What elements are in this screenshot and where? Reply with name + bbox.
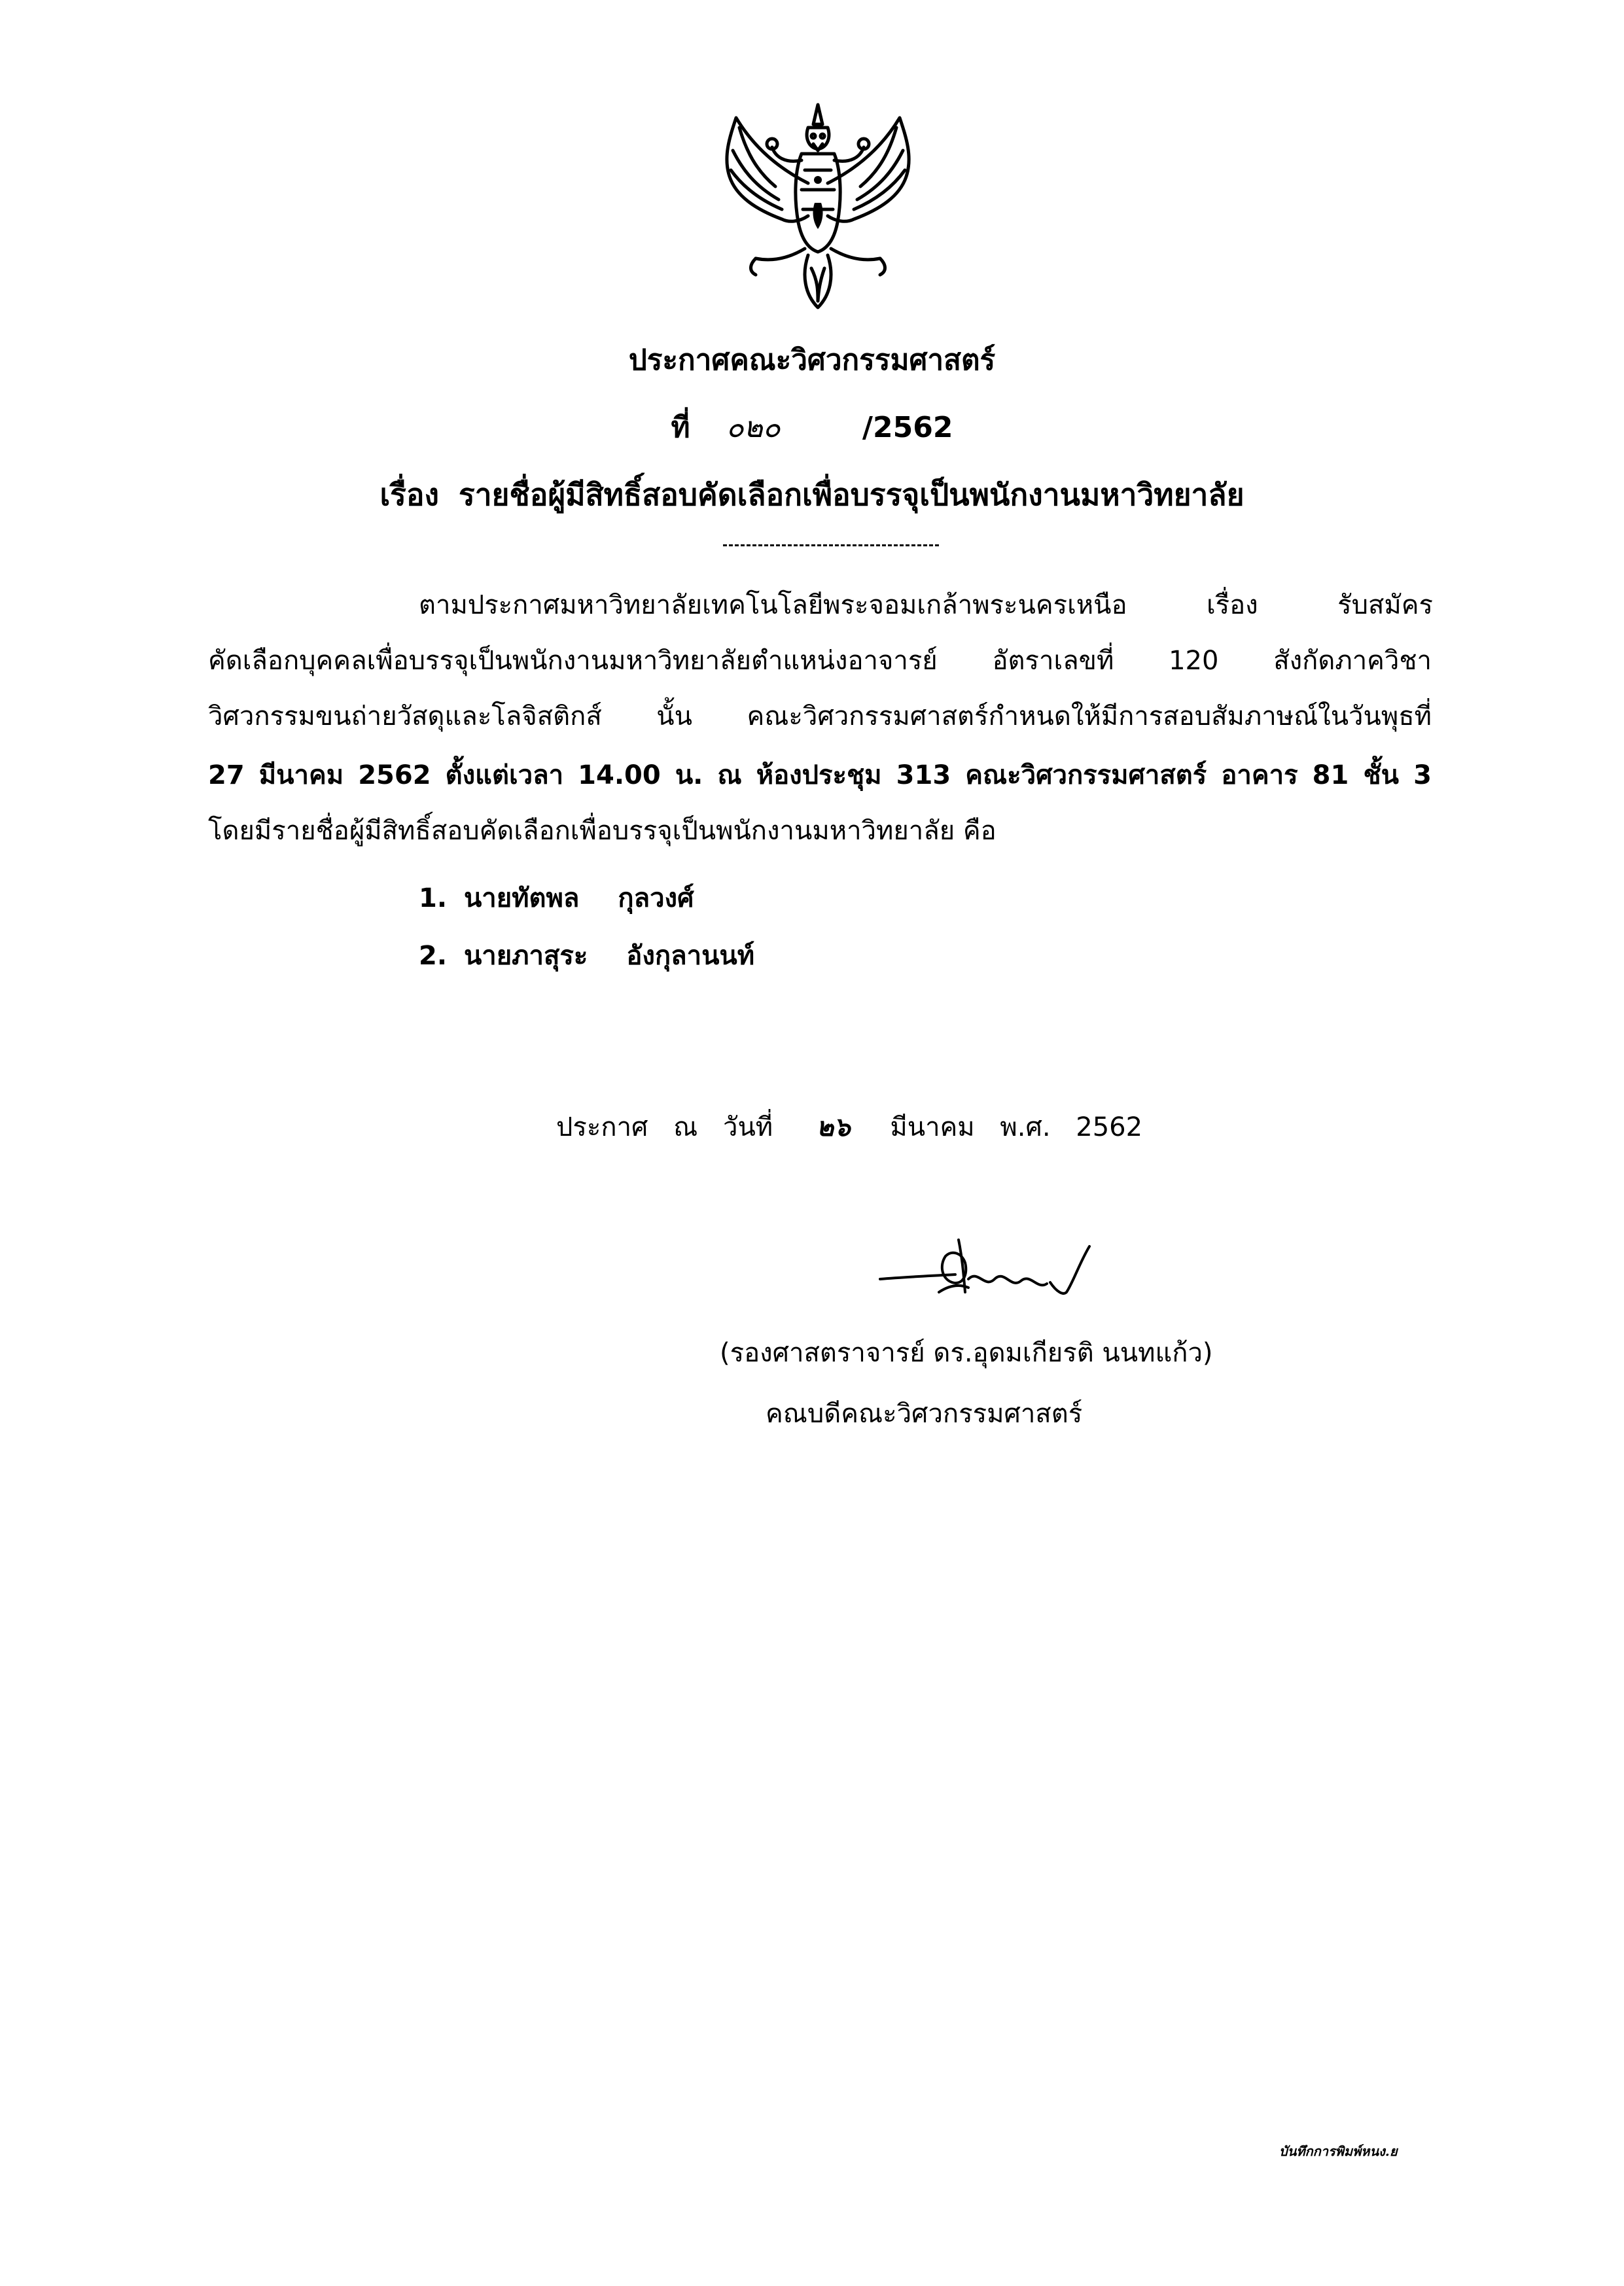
announce-month: มีนาคม xyxy=(890,1112,975,1142)
document-subject xyxy=(0,471,1624,519)
body-text: ห้องประชุม xyxy=(756,760,882,790)
body-text: 3 xyxy=(1413,760,1432,790)
subject-label: เรื่อง xyxy=(380,477,439,512)
number-year: /2562 xyxy=(862,411,953,444)
body-text: 120 xyxy=(1169,646,1219,676)
number-label: ที่ xyxy=(671,411,690,444)
body-text: 81 xyxy=(1312,760,1349,790)
document-number xyxy=(0,404,1624,450)
candidate-last-name: อังกุลานนท์ xyxy=(626,941,755,971)
announcement-date xyxy=(556,1106,1159,1148)
document-title: ประกาศคณะวิศวกรรมศาสตร์ xyxy=(628,343,996,377)
body-text: ตามประกาศมหาวิทยาลัยเทคโนโลยีพระจอมเกล้าพระนครเหนือ xyxy=(419,590,1127,620)
body-text: 2562 xyxy=(358,760,431,790)
body-line-3 xyxy=(208,703,1432,730)
announce-day-handwritten: ๒๖ xyxy=(816,1112,851,1142)
body-text: อัตราเลขที่ xyxy=(992,646,1114,676)
body-text: คณะวิศวกรรมศาสตร์ xyxy=(965,760,1207,790)
body-text: ตั้งแต่เวลา xyxy=(445,760,564,790)
candidate-first-name: นายภาสุระ xyxy=(463,941,588,971)
announce-day-label: วันที่ xyxy=(722,1112,773,1142)
signer-name: (รองศาสตราจารย์ ดร.อุดมเกียรติ นนทแก้ว) xyxy=(720,1338,1213,1368)
body-text: มีนาคม xyxy=(258,760,344,790)
body-line-5: โดยมีรายชื่อผู้มีสิทธิ์สอบคัดเลือกเพื่อบรรจุเป็นพนักงานมหาวิทยาลัย คือ xyxy=(208,816,997,846)
body-text: คัดเลือกบุคคลเพื่อบรรจุเป็นพนักงานมหาวิทยาลัยตำแหน่งอาจารย์ xyxy=(208,646,938,676)
body-text: รับสมัคร xyxy=(1337,590,1433,620)
garuda-emblem-icon xyxy=(710,98,926,321)
body-line-4 xyxy=(208,762,1432,788)
header-divider xyxy=(723,544,939,546)
signer-title: คณบดีคณะวิศวกรรมศาสตร์ xyxy=(766,1399,1083,1429)
body-text: น. xyxy=(675,760,703,790)
body-text: คณะวิศวกรรมศาสตร์กำหนดให้มีการสอบสัมภาษณ์ในวันพุธที่ xyxy=(747,701,1432,731)
list-item-number: 1. xyxy=(419,883,448,913)
list-item-number: 2. xyxy=(419,941,448,971)
body-text: นั้น xyxy=(656,701,692,731)
list-item xyxy=(419,877,694,919)
body-line-1 xyxy=(419,592,1433,618)
signature-icon xyxy=(877,1230,1093,1315)
announce-at: ณ xyxy=(673,1112,698,1142)
announce-prefix: ประกาศ xyxy=(556,1112,648,1142)
body-text: ชั้น xyxy=(1363,760,1399,790)
body-line-2 xyxy=(208,648,1432,674)
body-text: 14.00 xyxy=(578,760,661,790)
announce-year: 2562 xyxy=(1076,1112,1143,1142)
subject-text: รายชื่อผู้มีสิทธิ์สอบคัดเลือกเพื่อบรรจุเป็นพนักงานมหาวิทยาลัย xyxy=(458,477,1244,512)
list-item xyxy=(419,934,754,976)
announce-era: พ.ศ. xyxy=(1000,1112,1051,1142)
candidate-first-name: นายทัตพล xyxy=(463,883,580,913)
body-text: อาคาร xyxy=(1221,760,1298,790)
body-text: เรื่อง xyxy=(1206,590,1258,620)
body-text: 27 xyxy=(208,760,245,790)
number-handwritten: ๐๒๐ xyxy=(726,411,781,444)
body-text: สังกัดภาควิชา xyxy=(1273,646,1432,676)
footer-note: บันทึกการพิมพ์หนง.ย xyxy=(1279,2143,1398,2159)
body-text: 313 xyxy=(896,760,951,790)
body-text: วิศวกรรมขนถ่ายวัสดุและโลจิสติกส์ xyxy=(208,701,602,731)
candidate-last-name: กุลวงศ์ xyxy=(618,883,694,913)
body-text: ณ xyxy=(717,760,742,790)
